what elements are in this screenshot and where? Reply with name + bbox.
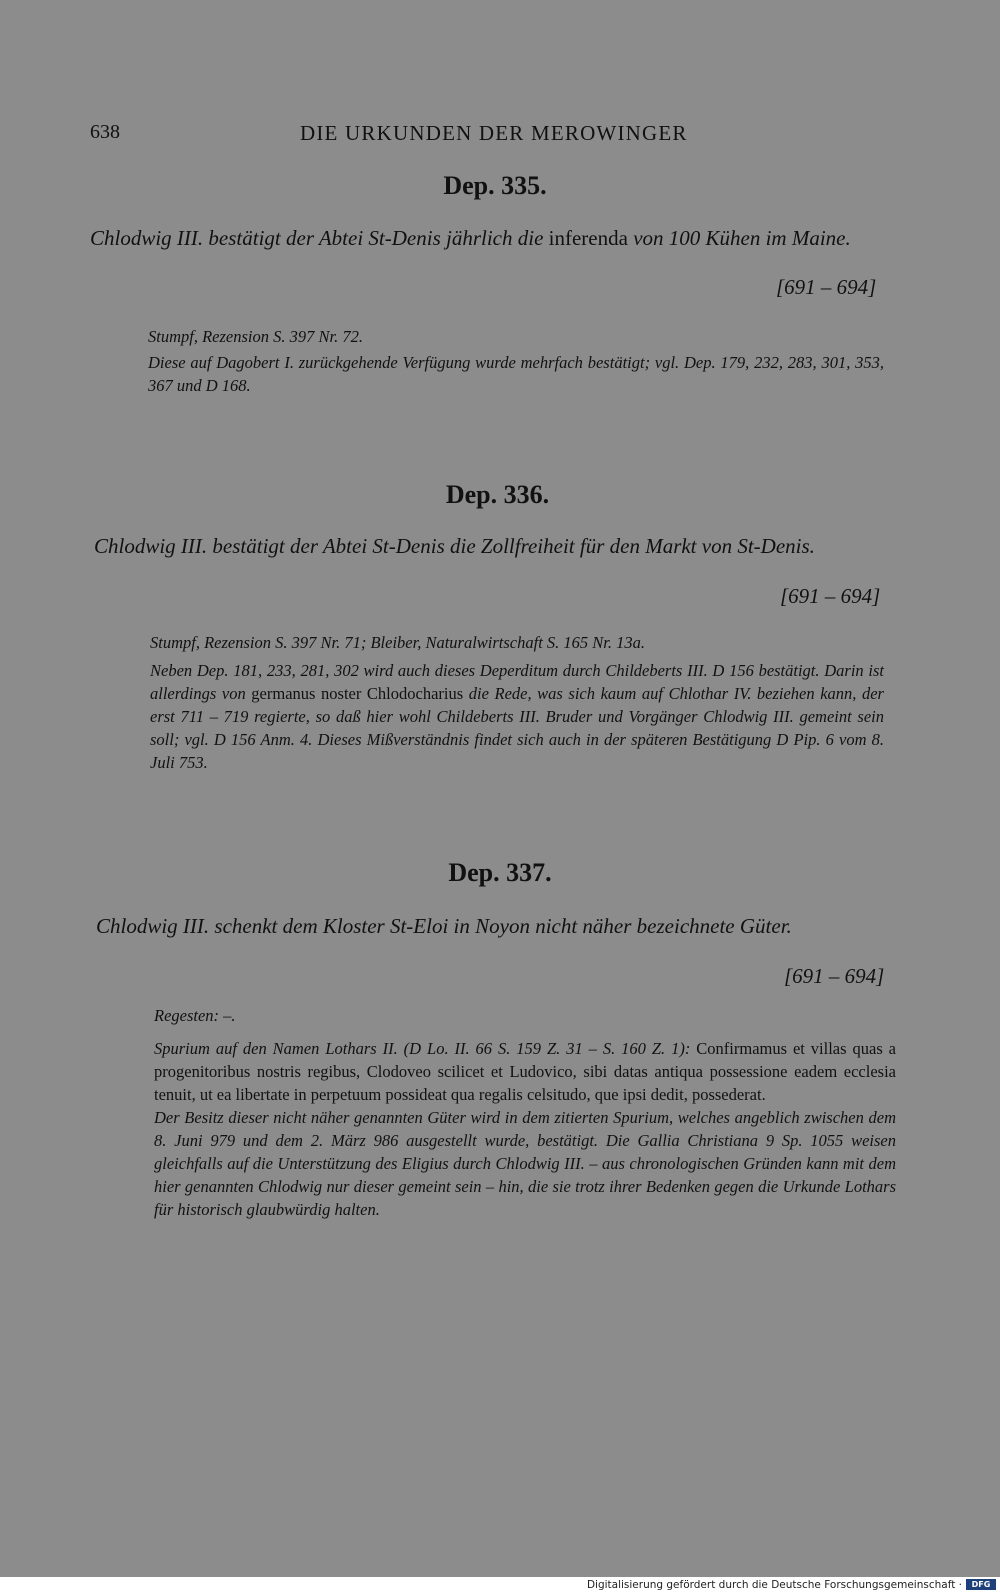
note-regesten: Regesten: –. [154, 1006, 236, 1025]
entry-date: [691 – 694] [780, 584, 881, 608]
note-reference: Stumpf, Rezension S. 397 Nr. 71; Bleiber, Naturalwirtschaft S. 165 Nr. 13a. [150, 633, 646, 652]
dfg-logo: DFG [966, 1579, 996, 1590]
entry-summary: Chlodwig III. schenkt dem Kloster St-Eloi in Noyon nicht näher bezeichnete Güter. [96, 914, 792, 938]
entry-title: Dep. 336. [445, 480, 550, 509]
entry-notes [154, 1004, 896, 1221]
entry-title: Dep. 335. [443, 171, 547, 200]
note-spurium: Spurium auf den Namen Lothars II. (D Lo. II. 66 S. 159 Z. 31 – S. 160 Z. 1): Confirmamus et villas quas a progenitoribus nostris regibus, Clodoveo scilicet et Ludovico, sibi datas antiqua possessione eadem ecclesia tenuit, ut ea libertate in perpetuum possideat qua regalis celsitudo, que ipsi dedit, possederat. [154, 1039, 896, 1104]
note-commentary: Neben Dep. 181, 233, 281, 302 wird auch dieses Deperditum durch Childeberts III. D 156 bestätigt. Darin ist allerdings von germanus noster Chlodocharius die Rede, was sich kaum auf Chlothar IV. beziehen kann, der erst 711 – 719 regierte, so daß hier wohl Childeberts III. Bruder und Vorgänger Chlodwig III. gemeint sein soll; vgl. D 156 Anm. 4. Dieses Mißverständnis findet sich auch in der späteren Bestätigung D Pip. 6 vom 8. Juli 753. [150, 661, 884, 772]
entry-dep-336 [0, 480, 1000, 772]
entry-dep-335 [0, 171, 1000, 395]
entry-notes [148, 325, 884, 397]
note-reference: Stumpf, Rezension S. 397 Nr. 72. [148, 327, 363, 346]
entry-summary: Chlodwig III. bestätigt der Abtei St-Denis die Zollfreiheit für den Markt von St-Denis. [94, 534, 815, 558]
entry-notes [150, 631, 884, 774]
note-commentary: Diese auf Dagobert I. zurückgehende Verfügung wurde mehrfach bestätigt; vgl. Dep. 179, 232, 283, 301, 353, 367 und D 168. [148, 353, 884, 395]
entry-dep-337 [0, 858, 1000, 1219]
footer-bar [0, 1577, 1000, 1593]
running-header [0, 121, 1000, 145]
running-title: DIE URKUNDEN DER MEROWINGER [300, 121, 688, 145]
entry-date: [691 – 694] [784, 964, 885, 988]
entry-title: Dep. 337. [448, 858, 552, 887]
entry-summary: Chlodwig III. bestätigt der Abtei St-Denis jährlich die inferenda von 100 Kühen im Maine. [90, 226, 851, 250]
page-number: 638 [90, 121, 120, 143]
entry-date: [691 – 694] [776, 275, 877, 299]
note-commentary: Der Besitz dieser nicht näher genannten Güter wird in dem zitierten Spurium, welches angeblich zwischen dem 8. Juni 979 und dem 2. März 986 ausgestellt wurde, bestätigt. Die Gallia Christiana 9 Sp. 1055 weisen gleichfalls auf die Unterstützung des Eligius durch Chlodwig III. – aus chronologischen Gründen kann mit dem hier genannten Chlodwig nur dieser gemeint sein – hin, die sie trotz ihrer Bedenken gegen die Urkunde Lothars für historisch glaubwürdig halten. [154, 1108, 896, 1219]
funding-notice: Digitalisierung gefördert durch die Deutsche Forschungsgemeinschaft · [586, 1579, 962, 1591]
